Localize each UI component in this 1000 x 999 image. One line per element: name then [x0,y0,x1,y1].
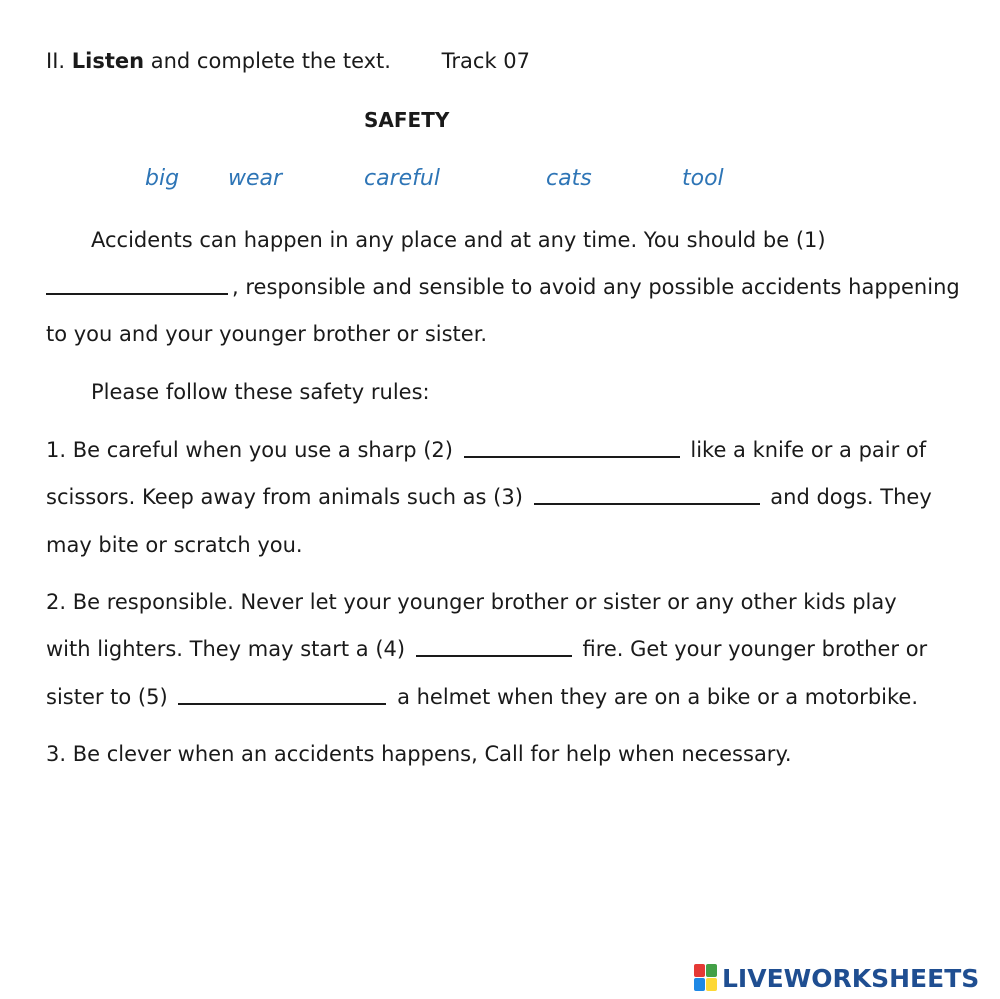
blank-4[interactable] [416,637,572,657]
rule-1-line-2 [46,485,932,509]
logo-mark-icon [694,964,718,992]
rule-2-line-3 [46,685,918,709]
instruction-line [46,49,530,73]
answer-input-3[interactable] [534,490,760,508]
instruction-text: and complete the text. [150,49,391,73]
blank-2[interactable] [464,438,680,458]
rule-1-line-3: may bite or scratch you. [46,533,303,557]
answer-input-4[interactable] [416,642,572,660]
rule-2-line-1: 2. Be responsible. Never let your younger brother or sister or any other kids play [46,590,897,614]
word-bank-item: big [145,166,180,191]
blank-5[interactable] [178,685,386,705]
rule-1-line-1 [46,438,926,462]
rule-text: a helmet when they are on a bike or a motorbike. [397,685,918,709]
word-bank-item: tool [682,166,724,191]
blank-1[interactable] [46,275,228,295]
rule-text: 1. Be careful when you use a sharp (2) [46,438,453,462]
word-bank-item: careful [364,166,440,191]
rule-text: with lighters. They may start a (4) [46,637,406,661]
rule-text: sister to (5) [46,685,168,709]
paragraph-line-2 [46,275,960,299]
instruction-number: II. [46,49,66,73]
answer-input-2[interactable] [464,443,680,461]
track-label: Track 07 [441,49,531,73]
logo-text: LIVEWORKSHEETS [722,963,980,993]
rule-2-line-2 [46,637,927,661]
rule-3: 3. Be clever when an accidents happens, Call for help when necessary. [46,742,792,766]
paragraph-text: , responsible and sensible to avoid any possible accidents happening [232,275,960,299]
rule-text: and dogs. They [770,485,932,509]
liveworksheets-logo [694,962,979,994]
rule-text: fire. Get your younger brother or [582,637,928,661]
answer-input-5[interactable] [178,690,386,708]
paragraph-line-1: Accidents can happen in any place and at any time. You should be (1) [91,228,826,252]
rule-text: scissors. Keep away from animals such as (3) [46,485,523,509]
instruction-verb: Listen [71,49,145,73]
blank-3[interactable] [534,485,760,505]
word-bank-item: wear [228,166,283,191]
worksheet-title: SAFETY [364,108,450,132]
rule-text: like a knife or a pair of [690,438,927,462]
paragraph-line-4: Please follow these safety rules: [91,380,430,404]
answer-input-1[interactable] [46,280,228,298]
word-bank-item: cats [546,166,592,191]
paragraph-line-3: to you and your younger brother or sister. [46,322,488,346]
